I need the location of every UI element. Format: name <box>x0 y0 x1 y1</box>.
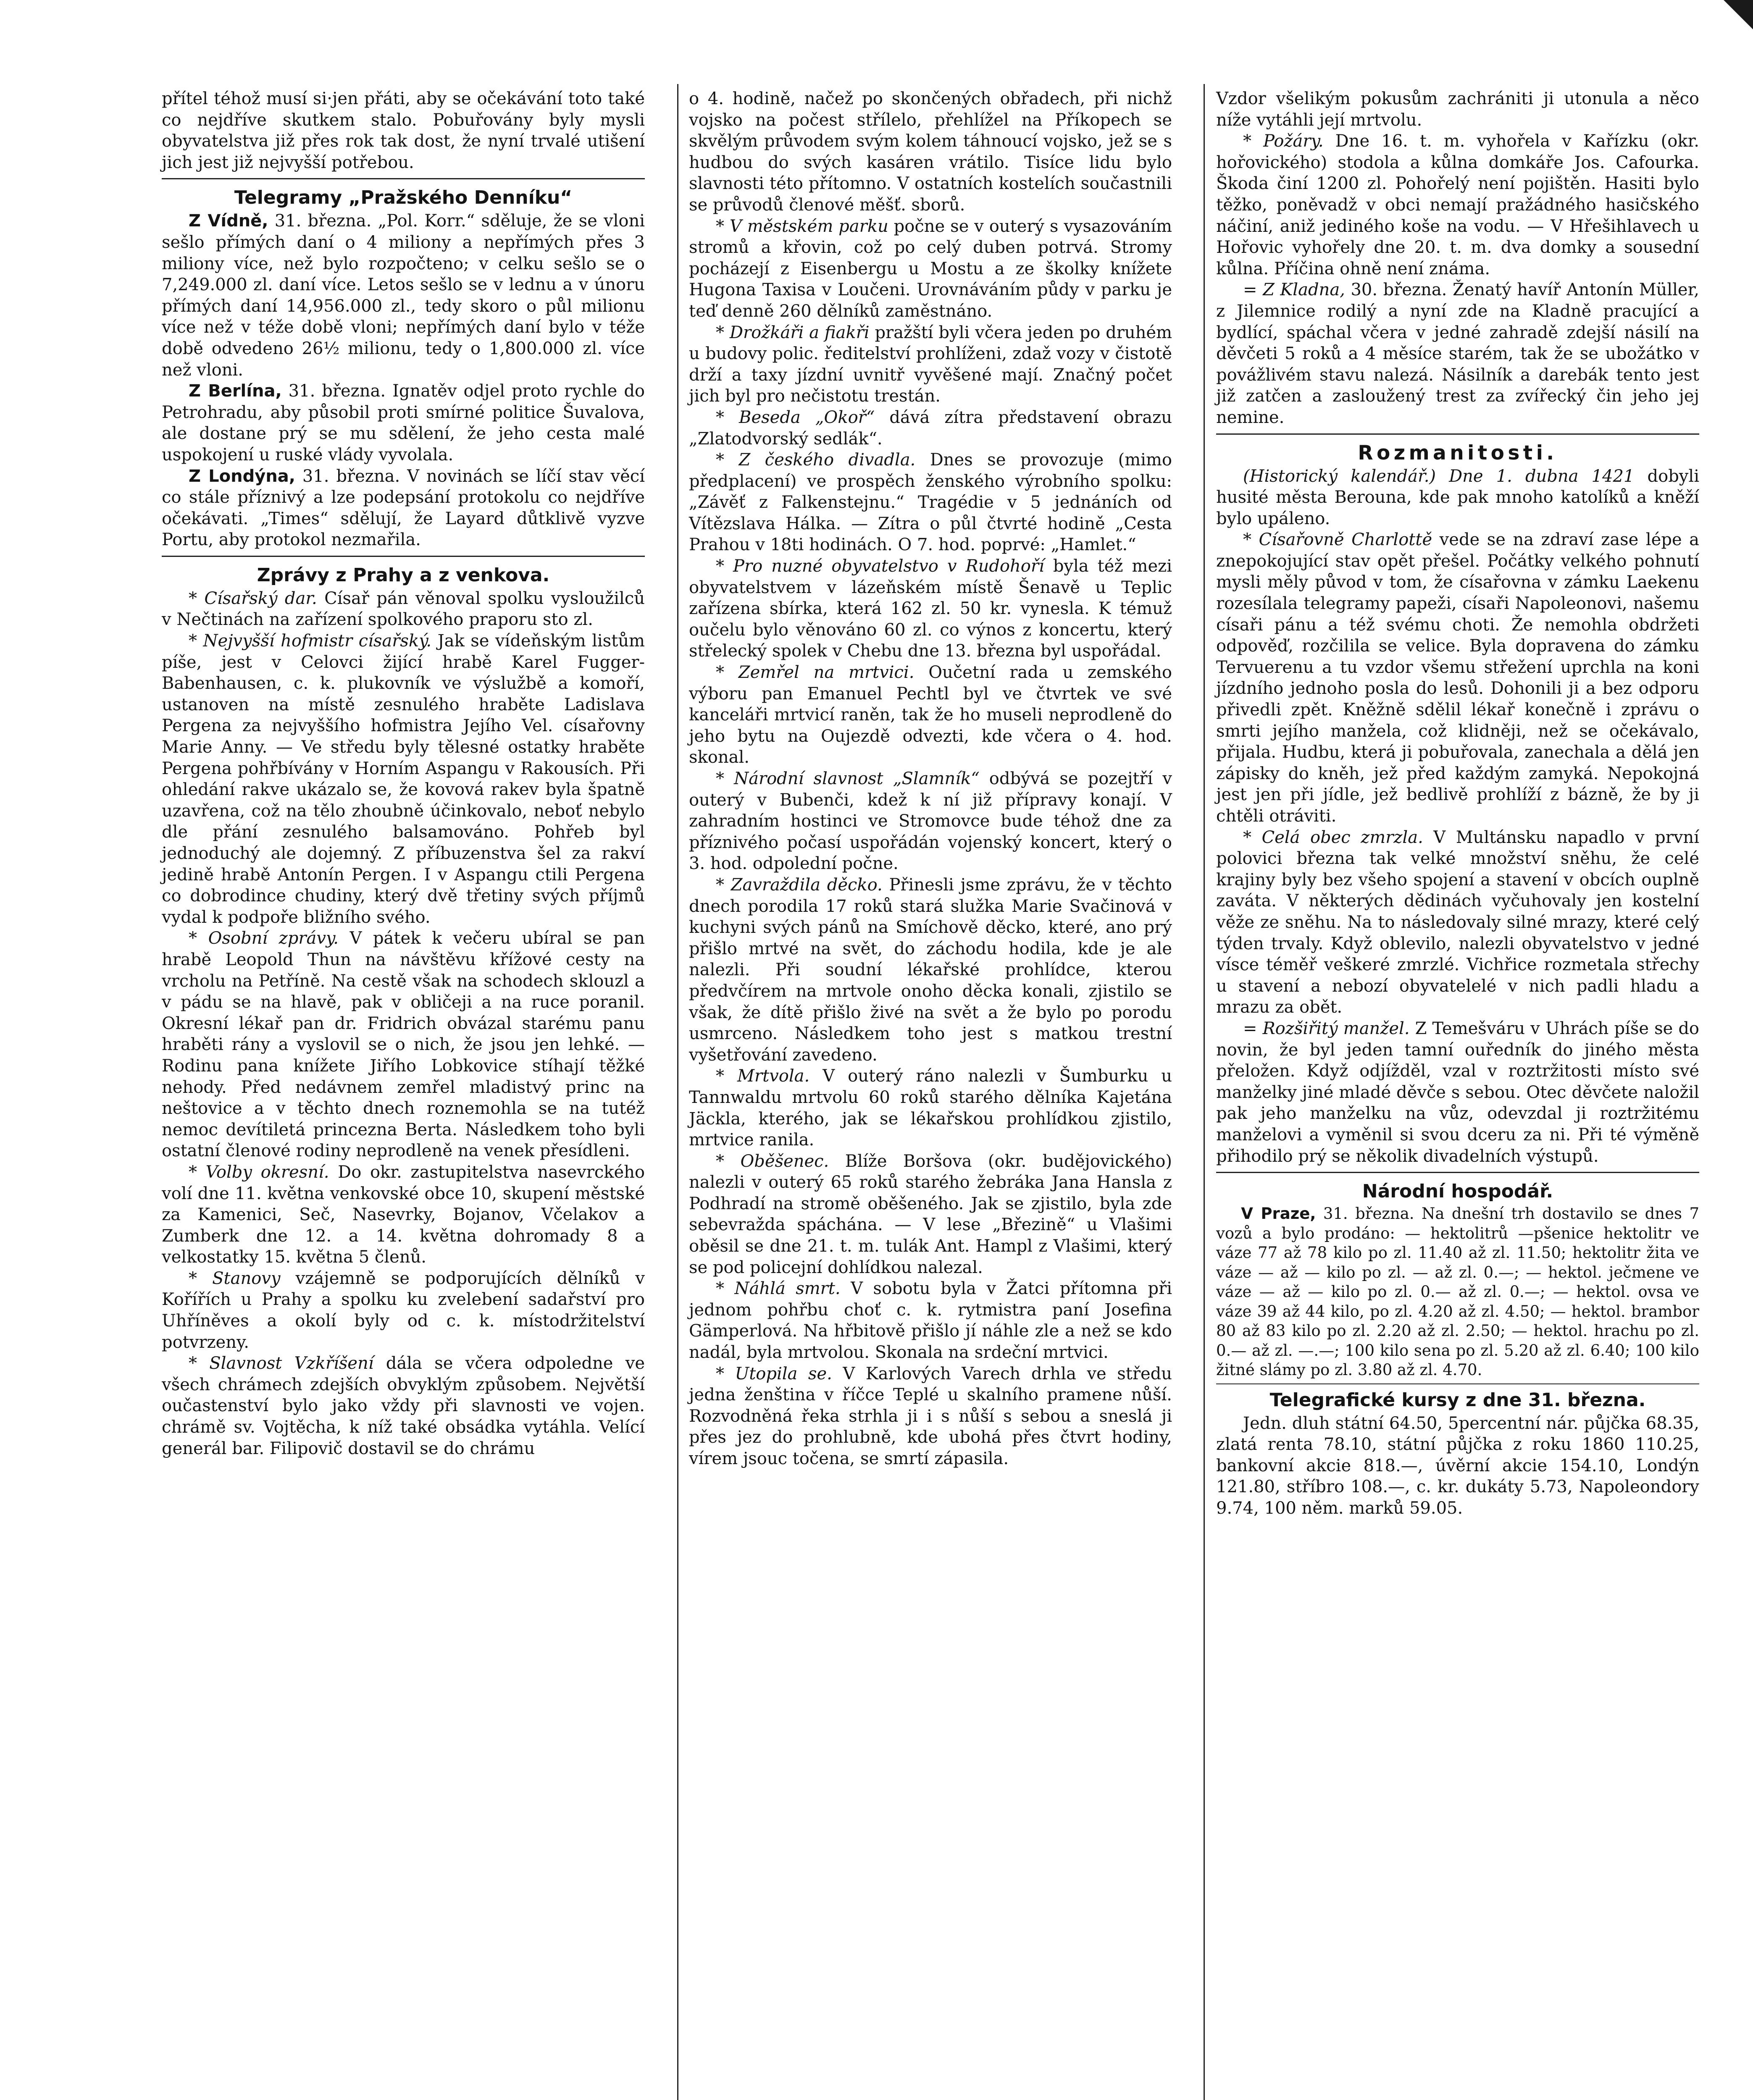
telegram-item <box>162 466 645 551</box>
news-item-text: Dne 16. t. m. vyhořela v Kařízku (okr. hořovického) stodola a kůlna domkáře Jos. Cafourka. Škoda činí 1200 zl. Pohořelý není pojištěn. Hasiti bylo těžko, poněvadž v obci nemají pražádného hasičského náčiní, aniž jediného koše na vodu. — V Hřešihlavech u Hořovic vyhořely dne 20. t. m. dva domky a sousední kůlna. Příčina ohně není známa. <box>1216 131 1700 278</box>
column-right <box>1216 88 1699 1519</box>
continued-paragraph: o 4. hodině, načež po skončených obřadech, při nichž vojsko na počest střílelo, přehlížel na Příkopech se skvělým průvodem svým kolem táhnoucí vojsko, jež se s hudbou do svých kasáren vrátilo. Tisíce lidu bylo slavnosti této přítomno. V ostatních kostelích součastnili se průvodů členové měšť. sborů. <box>689 89 1172 215</box>
news-item-text: Blíže Boršova (okr. budějovického) nalezli v outerý 65 roků starého žebráka Jana Hansla z Podhradí na stromě oběšeného. Jak se zjistilo, byla zde sebevražda spáchána. — V lese „Březině“ u Vlašimi oběsil se dne 21. t. m. tulák Ant. Hampl z Vlašimi, který se pod policejní dohlídkou nalezal. <box>689 1151 1172 1277</box>
news-item-title: Pro nuzné obyvatelstvo v Rudohoří <box>733 556 1044 576</box>
news-item: * Pro nuzné obyvatelstvo v Rudohoří byla též mezi obyvatelstvem v lázeňském místě Šenavě u Teplic zařízena sbírka, která 162 zl. 50 kr. vynesla. K témuž oučelu bylo věnováno 60 zl. co výnos z koncertu, který střelecký spolek v Chebu dne 13. března byl uspořádal. <box>689 556 1172 661</box>
telegram-item <box>162 381 645 465</box>
news-item: * Stanovy vzájemně se podporujících dělníků v Kořířích u Prahy a spolku ku zvelebení sadařství pro Uhříněves a okolí byly od c. k. místodržitelství potvrzeny. <box>162 1268 645 1352</box>
column-left <box>162 88 645 1459</box>
misc-item-title: Císařovně Charlottě <box>1259 530 1432 550</box>
continued-paragraph: přítel téhož musí si·jen přáti, aby se očekávání toto také co nejdříve skutkem stalo. Pobuřovány byly mysli obyvatelstva již přes rok tak dost, že nyní trvalé utišení jich jest již nejvyšší potřebou. <box>162 89 645 172</box>
column-rule <box>677 84 678 2100</box>
news-item-text: odbývá se pozejtří v outerý v Bubenči, kdež k ní již přípravy konají. V zahradním hostinci ve Stromovce bude téhož dne za příznivého počasí uspořádán vojenský koncert, který o 3. hod. odpolední počne. <box>689 769 1172 874</box>
news-item: * Požáry. Dne 16. t. m. vyhořela v Kařízku (okr. hořovického) stodola a kůlna domkáře Jos. Cafourka. Škoda činí 1200 zl. Pohořelý není pojištěn. Hasiti bylo těžko, poněvadž v obci nemají pražádného hasičského náčiní, aniž jediného koše na vodu. — V Hřešihlavech u Hořovic vyhořely dne 20. t. m. dva domky a sousední kůlna. Příčina ohně není známa. <box>1216 131 1700 278</box>
section-rule <box>1216 1383 1699 1384</box>
telegram-item <box>162 210 645 381</box>
news-item-text: Dnes se provozuje (mimo předplacení) ve prospěch ženského výrobního spolku: „Závěť z Falkenstejnu.“ Tragédie v 5 jednáních od Vítězslava Hálka. — Zítra o půl čtvrté hodině „Cesta Prahou v 18ti hodinách. O 7. hod. poprvé: „Hamlet.“ <box>689 450 1172 555</box>
market-text: 31. března. Na dnešní trh dostavilo se dnes 7 vozů a bylo prodáno: — hektolitrů —pšenice hektolitr ve váze 77 až 78 kilo po zl. 11.40 až zl. 11.50; hektolitr žita ve váze — až — kilo po zl. — až zl. 0.—; — hektol. ječmene ve váze — až — kilo po zl. 0.— až zl. 0.—; — hektol. ovsa ve váze 39 až 44 kilo, po zl. 4.20 až zl. 4.50; — hektol. brambor 80 až 83 kilo po zl. 2.20 až zl. 2.50; — hektol. hrachu po zl. 0.— až zl. —.—; 100 kilo sena po zl. 5.20 až zl. 6.40; 100 kilo žitné slámy po zl. 3.80 až zl. 4.70. <box>1216 1205 1699 1379</box>
news-item-title: Náhlá smrt. <box>734 1279 841 1299</box>
economy-heading: Národní hospodář. <box>1362 1181 1553 1202</box>
continued-paragraph: Vzdor všelikým pokusům zachrániti ji utonula a něco níže vytáhli její mrtvolu. <box>1216 89 1699 130</box>
news-item-title: Zemřel na mrtvici. <box>738 663 915 682</box>
misc-item-text: dobyli husité města Berouna, kde pak mnoho katolíků a kněží bylo upáleno. <box>1216 466 1699 528</box>
telegram-text: 31. března. V novinách se líčí stav věcí co stále příznivý a lze podepsání protokolu co nejdříve očekávati. „Times“ sdělují, že Layard důtklivě vyzve Portu, aby protokol nezmařila. <box>162 466 645 550</box>
news-item-text: Oučetní rada u zemského výboru pan Emanuel Pechtl byl ve čtvrtek ve své kanceláři mrtvicí raněn, tak že ho museli neprodleně do jeho bytu na Oujezdě odvezti, kde včera o 4. hod. skonal. <box>689 663 1172 767</box>
news-item-title: Požáry. <box>1263 131 1324 151</box>
section-rule <box>162 178 645 179</box>
news-item: * Oběšenec. Blíže Boršova (okr. budějovického) nalezli v outerý 65 roků starého žebráka Jana Hansla z Podhradí na stromě oběšeného. Jak se zjistilo, byla zde sebevražda spáchána. — V lese „Březině“ u Vlašimi oběsil se dne 21. t. m. tulák Ant. Hampl z Vlašimi, který se pod policejní dohlídkou nalezal. <box>689 1151 1172 1277</box>
news-item-title: Stanovy <box>212 1268 281 1288</box>
section-rule <box>1216 433 1699 435</box>
misc-item: = Rozšiřitý manžel. Z Temešváru v Uhrách píše se do novin, že byl jeden tamní ouředník do jiného města přeložen. Když odjížděl, vzal v roztržitosti místo své manželky jiné mladé děvče s sebou. Otec děvčete naložil pak jeho manželku na vůz, odevzdal ji roztržitému manželovi a vyměnil si svou dceru za ni. Při té výměně přihodilo prý se několik divadelních výstupů. <box>1216 1018 1700 1166</box>
misc-item-title: Celá obec zmrzla. <box>1262 827 1423 847</box>
news-item-text: V sobotu byla v Žatci přítomna při jednom pohřbu choť c. k. rytmistra paní Josefina Gämperlová. Na hřbitově přišlo jí náhle zle a než se kdo nadál, byla mrtvolou. Skonala na srdeční mrtvici. <box>689 1279 1172 1362</box>
news-item-title: Císařský dar. <box>204 588 317 608</box>
news-item-text: Přinesli jsme zprávu, že v těchto dnech porodila 17 roků stará služka Marie Svačinová v kuchyni svých pánů na Smíchově děcko, které, ano prý přišlo mrtvé na svět, do záchodu hodila, kde je ale nalezli. Při soudní lékařské prohlídce, kterou předvčírem na mrtvole onoho děcka konali, zjistilo se však, že dítě přišlo živé na svět a že bylo po porodu usmrceno. Následkem toho jest s matkou trestní vyšetřování zavedeno. <box>689 875 1172 1065</box>
news-heading: Zprávy z Prahy a z venkova. <box>257 564 550 586</box>
news-item-text: dála se včera odpoledne ve všech chrámech zdejších obvyklým způsobem. Největší oučastenství bylo jako vždy při slavnosti ve vojen. chrámě sv. Vojtěcha, k níž také obsádka vytáhla. Velící generál bar. Filipovič dostavil se do chrámu <box>162 1354 645 1458</box>
exchange-rates-heading: Telegrafické kursy z dne 31. března. <box>1269 1389 1646 1411</box>
news-item-title: Volby okresní. <box>205 1162 329 1182</box>
news-item: * Zavraždila děcko. Přinesli jsme zprávu, že v těchto dnech porodila 17 roků stará služka Marie Svačinová v kuchyni svých pánů na Smíchově děcko, které, ano prý přišlo mrtvé na svět, do záchodu hodila, kde je ale nalezli. Při soudní lékařské prohlídce, kterou předvčírem na mrtvole onoho děcka konali, zjistilo se však, že dítě přišlo živé na svět a že bylo po porodu usmrceno. Následkem toho jest s matkou trestní vyšetřování zavedeno. <box>689 875 1172 1065</box>
telegram-dateline: Z Vídně, <box>189 211 268 231</box>
news-item-title: Z českého divadla. <box>739 450 916 470</box>
news-item-text: V pátek k večeru ubíral se pan hrabě Leopold Thun na návštěvu křížové cesty na vrcholu na Petříně. Na cestě však na schodech sklouzl a v pádu se na hlavě, pak v obličeji a na ruce poranil. Okresní lékař pan dr. Fridrich obvázal starému panu hraběti rány a vyslovil se o nich, že jsou jen lehké. — Rodinu pana knížete Jiřího Lobkovice stíhají těžké nehody. Před nedávnem zemřel mladistvý princ na neštovice a v těchto dnech roznemohla se na tutéž nemoc devítiletá princezna Berta. Následkem toho byli ostatní členové rodiny neprodleně na venek přesídleni. <box>162 929 645 1161</box>
miscellany-heading: Rozmanitosti. <box>1358 441 1558 465</box>
news-item-text: pražští byli včera jeden po druhém u budovy polic. ředitelství prohlíženi, zdaž vozy v čistotě drží a taxy jízdní uvnitř vyvěšené mají. Značný počet jich byl pro nečistotu trestán. <box>689 323 1172 406</box>
misc-item: * Celá obec zmrzla. V Multánsku napadlo v první polovici března tak velké množství sněhu, že celé krajiny byly bez všeho spojení a stavení v obcích ouplně zaváta. V některých dědinách vyčuhovaly jen kostelní věže ze sněhu. Na to následovaly silné mrazy, které celý týden trvaly. Když oblevilo, nalezli obyvatelstvo v jedné vísce téměř veškeré zmrzlé. Vichřice rozmetala střechy u stavení a nebozí obyvatelelé v nich padli hladu a mrazu za obět. <box>1216 827 1699 1017</box>
exchange-rates-text: Jedn. dluh státní 64.50, 5percentní nár. půjčka 68.35, zlatá renta 78.10, státní půjčka z roku 1860 110.25, bankovní akcie 818.—, úvěrní akcie 154.10, Londýn 121.80, stříbro 108.—, c. kr. dukáty 5.73, Napoleondory 9.74, 100 něm. marků 59.05. <box>1216 1413 1699 1518</box>
news-item-title: Mrtvola. <box>737 1066 810 1086</box>
misc-item: * Císařovně Charlottě vede se na zdraví zase lépe a znepokojující stav opět přešel. Počátky velkého pohnutí mysli měly původ v tom, že císařovna v zámku Laekenu rozesílala telegramy papeži, císaři Napoleonovi, našemu císaři pánu a též svému choti. Že nemohla obdržeti odpověď, rozčilila se velice. Byla dopravena do zámku Tervuerenu a tu vzdor všemu střežení uprchla na koni jízdního jednoho posla do lesů. Dohonili ji a bez odporu přivedli zpět. Kněžně sdělil lékař konečně i zprávu o smrti jejího manžela, což klidněji, než se očekávalo, přijala. Hudbu, která ji pobuřovala, zanechala a dělá jen zápisky do kněh, jež před každým zamyká. Nepokojná jest jen při jídle, jež bedlivě prohlíží z bázně, že by ji chtěli otráviti. <box>1216 530 1699 826</box>
news-item-title: Nejvyšší hofmistr císařský. <box>203 631 432 651</box>
news-item: * Drožkáři a fiakři pražští byli včera jeden po druhém u budovy polic. ředitelství prohlíženi, zdaž vozy v čistotě drží a taxy jízdní uvnitř vyvěšené mají. Značný počet jich byl pro nečistotu trestán. <box>689 323 1172 406</box>
news-item-title: Slavnost Vzkříšení <box>209 1354 374 1373</box>
section-rule <box>1216 1172 1699 1173</box>
news-item: * Volby okresní. Do okr. zastupitelstva nasevrckého volí dne 11. května venkovské obce 10, skupení městské za Kamenici, Seč, Nasevrky, Bojanov, Včelakov a Zumberk dne 12. a 14. května dohromady 8 a velkostatky 15. května 5 členů. <box>162 1162 645 1267</box>
news-item: * Utopila se. V Karlových Varech drhla ve středu jedna ženština v říčce Teplé u skalního pramene nůší. Rozvodněná řeka strhla ji i s nůší s sebou a sneslá ji přes jez do prohlubně, kde ubohá přes čtvrt hodiny, vírem jsouc točena, se smrtí zápasila. <box>689 1364 1172 1468</box>
news-item-text: V outerý ráno nalezli v Šumburku u Tannwaldu mrtvolu 60 roků starého dělníka Kajetána Jäckla, kterého, jak se lékařskou prohlídkou zjistilo, mrtvice ranila. <box>689 1066 1172 1150</box>
telegram-text: 31. března. Ignatěv odjel proto rychle do Petrohradu, aby působil proti smírné politice Šuvalova, ale dostane prý se mu sdělení, že jeho cesta malé uspokojení u ruské vlády vyvolala. <box>162 381 645 465</box>
news-item-text: Jak se vídeňským listům píše, jest v Celovci žijící hrabě Karel Fugger-Babenhausen, c. k. plukovník ve výslužbě a komoří, ustanoven na místě zesnulého hraběte Ladislava Pergena za nejvyššího hofmistra Jejího Vel. císařovny Marie Anny. — Ve středu byly tělesné ostatky hraběte Pergena pohřbívány v Horním Aspangu v Rakousích. Při ohledání rakve ukázalo se, že kovová rakev byla špatně uzavřena, což na tělo zhoubně účinkovalo, neboť nebylo dle přání zesnulého balsamováno. Pohřeb byl jednoduchý ale dojemný. Z příbuzenstva šel za rakví jedině hrabě Antonín Pergen. I v Aspangu ctili Pergena co dobrodince chudiny, který dvě třetiny svých příjmů vydal k podpoře bližního svého. <box>162 631 645 927</box>
misc-item-title: (Historický kalendář.) Dne 1. dubna 1421 <box>1243 466 1635 486</box>
news-item: = Z Kladna, 30. března. Ženatý havíř Antonín Müller, z Jilemnice rodilý a nyní zde na Kladně pracující a bydlící, spáchal včera v jedné zahradě zdejší násilí na děvčeti 5 roků a 4 měsíce starém, tak že se ubožátko v povážlivém stavu nalezá. Násilník a darebák tento jest již zatčen a zasloužený trest za zvířecký čin jeho jej nemine. <box>1216 280 1700 427</box>
telegram-dateline: Z Londýna, <box>189 466 295 486</box>
news-item-title: V městském parku <box>729 216 888 236</box>
news-item-text: Do okr. zastupitelstva nasevrckého volí dne 11. května venkovské obce 10, skupení městské za Kamenici, Seč, Nasevrky, Bojanov, Včelakov a Zumberk dne 12. a 14. května dohromady 8 a velkostatky 15. května 5 členů. <box>162 1162 645 1267</box>
news-item: * V městském parku počne se v outerý s vysazováním stromů a křovin, což po celý duben potrvá. Stromy pocházejí z Eisenbergu u Mostu a ze školky knížete Hugona Taxisa v Loučeni. Urovnáváním půdy v parku je teď denně 260 dělníků zaměstnáno. <box>689 216 1172 321</box>
news-item-title: Beseda „Okoř“ <box>739 407 875 427</box>
news-item: * Slavnost Vzkříšení dála se včera odpoledne ve všech chrámech zdejších obvyklým způsobem. Největší oučastenství bylo jako vždy při slavnosti ve vojen. chrámě sv. Vojtěcha, k níž také obsádka vytáhla. Velící generál bar. Filipovič dostavil se do chrámu <box>162 1354 645 1458</box>
news-item-text: V Karlových Varech drhla ve středu jedna ženština v říčce Teplé u skalního pramene nůší. Rozvodněná řeka strhla ji i s nůší s sebou a sneslá ji přes jez do prohlubně, kde ubohá přes čtvrt hodiny, vírem jsouc točena, se smrtí zápasila. <box>689 1364 1172 1468</box>
telegram-text: 31. března. „Pol. Korr.“ sděluje, že se vloni sešlo přímých daní o 4 miliony a nepřímých přes 3 miliony více, než bylo rozpočteno; v celku sešlo se o 7,249.000 zl. daní více. Letos sešlo se v lednu a v únoru přímých daní 14,956.000 zl., tedy skoro o půl milionu více než v téže době vloni; nepřímých daní bylo v téže době odvedeno 26½ milionu, tedy o 1,800.000 zl. více než vloni. <box>162 211 645 380</box>
market-report <box>1216 1204 1699 1380</box>
misc-item-text: Z Temešváru v Uhrách píše se do novin, že byl jeden tamní ouředník do jiného města přeložen. Když odjížděl, vzal v roztržitosti místo své manželky jiné mladé děvče s sebou. Otec děvčete naložil pak jeho manželku na vůz, odevzdal ji roztržitému manželovi a vyměnil si svou dceru za ni. Při té výměně přihodilo prý se několik divadelních výstupů. <box>1216 1018 1700 1166</box>
news-item: * Z českého divadla. Dnes se provozuje (mimo předplacení) ve prospěch ženského výrobního spolku: „Závěť z Falkenstejnu.“ Tragédie v 5 jednáních od Vítězslava Hálka. — Zítra o půl čtvrté hodině „Cesta Prahou v 18ti hodinách. O 7. hod. poprvé: „Hamlet.“ <box>689 450 1172 555</box>
news-item-title: Oběšenec. <box>740 1151 829 1171</box>
news-item-title: Osobní zprávy. <box>208 929 339 948</box>
news-item-text: byla též mezi obyvatelstvem v lázeňském místě Šenavě u Teplic zařízena sbírka, která 162 zl. 50 kr. vynesla. K témuž oučelu bylo věnováno 60 zl. co výnos z koncertu, který střelecký spolek v Chebu dne 13. března byl uspořádal. <box>689 556 1172 661</box>
news-item-text: Císař pán věnoval spolku vysloužilců v Nečtinách na zařízení spolkového praporu sto zl. <box>162 588 645 630</box>
news-item: * Zemřel na mrtvici. Oučetní rada u zemského výboru pan Emanuel Pechtl byl ve čtvrtek ve své kanceláři mrtvicí raněn, tak že ho museli neprodleně do jeho bytu na Oujezdě odvezti, kde včera o 4. hod. skonal. <box>689 663 1172 767</box>
news-item-text: počne se v outerý s vysazováním stromů a křovin, což po celý duben potrvá. Stromy pocházejí z Eisenbergu u Mostu a ze školky knížete Hugona Taxisa v Loučeni. Urovnáváním půdy v parku je teď denně 260 dělníků zaměstnáno. <box>689 216 1172 321</box>
news-item-title: Zavraždila děcko. <box>731 875 883 895</box>
news-item: * Náhlá smrt. V sobotu byla v Žatci přítomna při jednom pohřbu choť c. k. rytmistra paní Josefina Gämperlová. Na hřbitově přišlo jí náhle zle a než se kdo nadál, byla mrtvolou. Skonala na srdeční mrtvici. <box>689 1279 1172 1362</box>
news-item: * Mrtvola. V outerý ráno nalezli v Šumburku u Tannwaldu mrtvolu 60 roků starého dělníka Kajetána Jäckla, kterého, jak se lékařskou prohlídkou zjistilo, mrtvice ranila. <box>689 1066 1172 1150</box>
column-rule <box>1204 84 1205 2100</box>
market-dateline: V Praze, <box>1241 1205 1316 1223</box>
page-corner <box>1724 0 1753 29</box>
telegrams-heading: Telegramy „Pražského Denníku“ <box>234 187 573 209</box>
news-item-title: Utopila se. <box>735 1364 832 1383</box>
news-item: * Císařský dar. Císař pán věnoval spolku vysloužilců v Nečtinách na zařízení spolkového praporu sto zl. <box>162 588 645 630</box>
news-item: * Národní slavnost „Slamník“ odbývá se pozejtří v outerý v Bubenči, kdež k ní již přípravy konají. V zahradním hostinci ve Stromovce bude téhož dne za příznivého počasí uspořádán vojenský koncert, který o 3. hod. odpolední počne. <box>689 769 1172 874</box>
news-item: * Osobní zprávy. V pátek k večeru ubíral se pan hrabě Leopold Thun na návštěvu křížové cesty na vrcholu na Petříně. Na cestě však na schodech sklouzl a v pádu se na hlavě, pak v obličeji a na ruce poranil. Okresní lékař pan dr. Fridrich obvázal starému panu hraběti rány a vyslovil se o nich, že jsou jen lehké. — Rodinu pana knížete Jiřího Lobkovice stíhají těžké nehody. Před nedávnem zemřel mladistvý princ na neštovice a v těchto dnech roznemohla se na tutéž nemoc devítiletá princezna Berta. Následkem toho byli ostatní členové rodiny neprodleně na venek přesídleni. <box>162 929 645 1161</box>
news-item-title: Z Kladna, <box>1263 280 1345 300</box>
misc-item-text: V Multánsku napadlo v první polovici března tak velké množství sněhu, že celé krajiny byly bez všeho spojení a stavení v obcích ouplně zaváta. V některých dědinách vyčuhovaly jen kostelní věže ze sněhu. Na to následovaly silné mrazy, které celý týden trvaly. Když oblevilo, nalezli obyvatelstvo v jedné vísce téměř veškeré zmrzlé. Vichřice rozmetala střechy u stavení a nebozí obyvatelelé v nich padli hladu a mrazu za obět. <box>1216 827 1699 1017</box>
news-item-text: 30. března. Ženatý havíř Antonín Müller, z Jilemnice rodilý a nyní zde na Kladně pracující a bydlící, spáchal včera v jedné zahradě zdejší násilí na děvčeti 5 roků a 4 měsíce starém, tak že se ubožátko v povážlivém stavu nalezá. Násilník a darebák tento jest již zatčen a zasloužený trest za zvířecký čin jeho jej nemine. <box>1216 280 1700 427</box>
news-item-text: dává zítra představení obrazu „Zlatodvorský sedlák“. <box>689 407 1172 449</box>
news-item-title: Drožkáři a fiakři <box>729 323 870 342</box>
misc-item-title: Rozšiřitý manžel. <box>1262 1018 1410 1038</box>
misc-item-text: vede se na zdraví zase lépe a znepokojující stav opět přešel. Počátky velkého pohnutí mysli měly původ v tom, že císařovna v zámku Laekenu rozesílala telegramy papeži, císaři Napoleonovi, našemu císaři pánu a též svému choti. Že nemohla obdržeti odpověď, rozčilila se velice. Byla dopravena do zámku Tervuerenu a tu vzdor všemu střežení uprchla na koni jízdního jednoho posla do lesů. Dohonili ji a bez odporu přivedli zpět. Kněžně sdělil lékař konečně i zprávu o smrti jejího manžela, což klidněji, než se očekávalo, přijala. Hudbu, která ji pobuřovala, zanechala a dělá jen zápisky do kněh, jež před každým zamyká. Nepokojná jest jen při jídle, jež bedlivě prohlíží z bázně, že by ji chtěli otráviti. <box>1216 530 1699 826</box>
telegram-dateline: Z Berlína, <box>189 381 282 401</box>
misc-item <box>1216 466 1699 530</box>
news-item-text: vzájemně se podporujících dělníků v Kořířích u Prahy a spolku ku zvelebení sadařství pro Uhříněves a okolí byly od c. k. místodržitelství potvrzeny. <box>162 1268 645 1352</box>
news-item: * Beseda „Okoř“ dává zítra představení obrazu „Zlatodvorský sedlák“. <box>689 407 1172 449</box>
column-middle <box>689 88 1172 1470</box>
news-item-title: Národní slavnost „Slamník“ <box>734 769 980 788</box>
section-rule <box>162 556 645 557</box>
news-item: * Nejvyšší hofmistr císařský. Jak se vídeňským listům píše, jest v Celovci žijící hrabě Karel Fugger-Babenhausen, c. k. plukovník ve výslužbě a komoří, ustanoven na místě zesnulého hraběte Ladislava Pergena za nejvyššího hofmistra Jejího Vel. císařovny Marie Anny. — Ve středu byly tělesné ostatky hraběte Pergena pohřbívány v Horním Aspangu v Rakousích. Při ohledání rakve ukázalo se, že kovová rakev byla špatně uzavřena, což na tělo zhoubně účinkovalo, neboť nebylo dle přání zesnulého balsamováno. Pohřeb byl jednoduchý ale dojemný. Z příbuzenstva šel za rakví jedině hrabě Antonín Pergen. I v Aspangu ctili Pergena co dobrodince chudiny, který dvě třetiny svých příjmů vydal k podpoře bližního svého. <box>162 631 645 927</box>
